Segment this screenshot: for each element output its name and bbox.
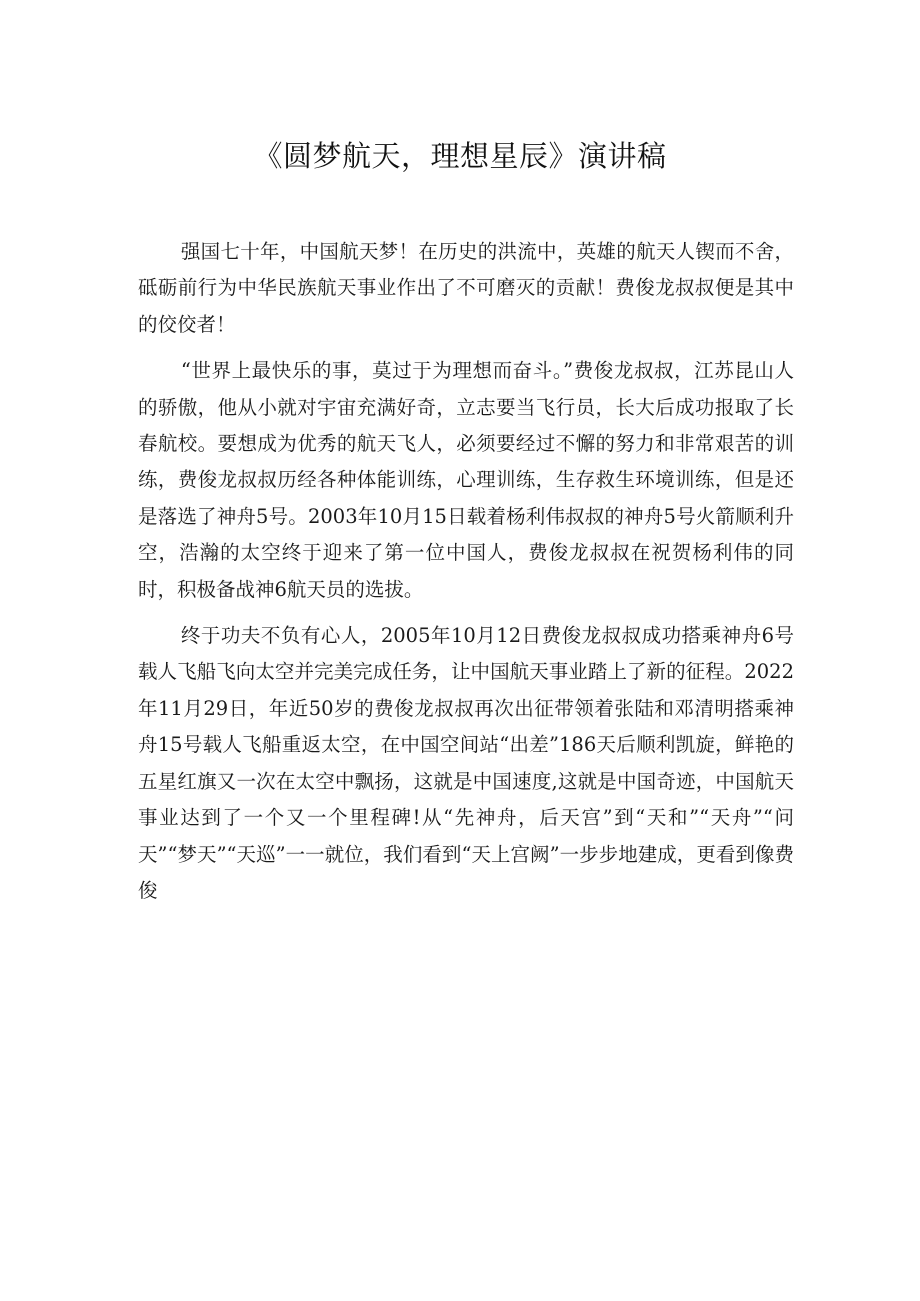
document-title: 《圆梦航天，理想星辰》演讲稿 [253,139,667,173]
paragraph-missions: 终于功夫不负有心人，2005年10月12日费俊龙叔叔成功搭乘神舟6号载人飞船飞向太空并完美完成任务，让中国航天事业踏上了新的征程。2022年11月29日，年近50岁的费俊龙叔叔再次出征带领着张陆和邓清明搭乘神舟15号载人飞船重返太空，在中国空间站“出差”186天后顺利凯旋，鲜艳的五星红旗又一次在太空中飘扬，这就是中国速度,这就是中国奇迹，中国航天事业达到了一个又一个里程碑!从“先神舟，后天宫”到“天和”“天舟”“问天”“梦天”“天巡”一一就位，我们看到“天上宫阙”一步步地建成，更看到像费俊 [138,624,794,902]
paragraph-early-career: “世界上最快乐的事，莫过于为理想而奋斗。”费俊龙叔叔，江苏昆山人的骄傲，他从小就对宇宙充满好奇，立志要当飞行员，长大后成功报取了长春航校。要想成为优秀的航天飞人，必须要经过不懈的努力和非常艰苦的训练，费俊龙叔叔历经各种体能训练，心理训练，生存救生环境训练，但是还是落选了神舟5号。2003年10月15日载着杨利伟叔叔的神舟5号火箭顺利升空，浩瀚的太空终于迎来了第一位中国人，费俊龙叔叔在祝贺杨利伟的同时，积极备战神6航天员的选拔。 [138,359,794,601]
paragraph-intro: 强国七十年，中国航天梦！在历史的洪流中，英雄的航天人锲而不舍，砥砺前行为中华民族航天事业作出了不可磨灭的贡献！费俊龙叔叔便是其中的佼佼者！ [138,240,794,336]
document-body [138,234,794,919]
